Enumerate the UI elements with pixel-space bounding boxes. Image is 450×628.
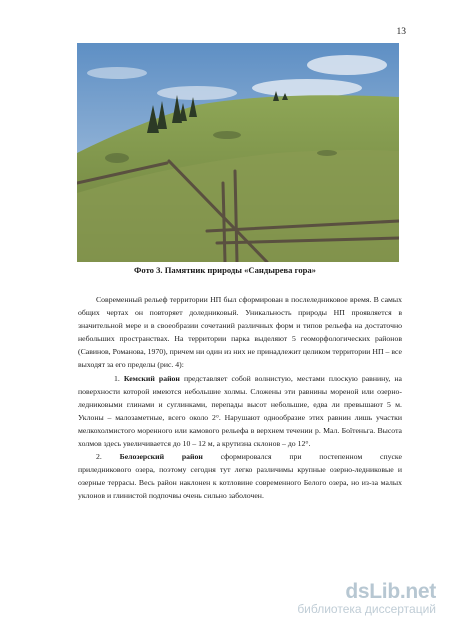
list-item-number: 1.	[114, 373, 120, 383]
word: постепенном	[319, 452, 363, 462]
list-item-first-line	[78, 450, 402, 463]
word: сформировался	[220, 452, 272, 462]
cloud	[87, 67, 147, 79]
watermark-logo: dsLib.net	[345, 580, 436, 603]
list-item-title-cont: район	[181, 452, 203, 462]
watermark	[297, 580, 436, 616]
list-item-text: приледникового озера, поэтому сегодня тут легко различимы крупные озерно-ледниковые и озерные террасы. Весь район наклонен к котловине современного Белого озера, но из-за малых уклонов и глинистой подпочвы очень сильно заболочен.	[78, 465, 402, 501]
watermark-tagline: библиотека диссертаций	[297, 602, 436, 616]
cloud	[307, 55, 387, 75]
cloud	[157, 86, 237, 100]
cloud	[252, 79, 362, 97]
intro-paragraph: Современный рельеф территории НП был сформирован в послеледниковое время. В самых общих чертах он повторяет доледниковый. Уникальность природы НП проявляется в значительной мере и в своеобразии сочетаний различных форм и типов рельефа на достаточно небольших пространствах. На территории парка выделяют 5 геоморфологических районов (Савинов, Романова, 1970), причем ни один из них не принадлежит целиком территории НП – все выходят за его пределы (рис. 4):	[78, 295, 402, 370]
list-item-belozersky	[78, 450, 402, 502]
landscape-photo	[77, 43, 399, 262]
photo-caption: Фото 3. Памятник природы «Сандырева гора»	[134, 265, 316, 275]
landscape-photo-drawing	[77, 43, 399, 262]
body-text	[78, 293, 402, 503]
list-item-title: Белозерский	[119, 452, 165, 462]
word: при	[289, 452, 302, 462]
list-item-kemsky	[78, 372, 402, 451]
list-item-text: представляет собой волнистую, местами плоскую равнину, на поверхности которой имеются небольшие холмы. Сложены эти равнины мореной или озерно-ледниковыми глинами и суглинками, перепады высот небольшие, едва ли превышают 5 м. Уклоны – малозаметные, всего около 2°. Нарушают однообразие этих равнин лишь участки мелкохолмистого моренного или камового рельефа в верхнем течении р. Мал. Боїтеньга. Высота холмов здесь увеличивается до 10 – 12 м, а крутизна склонов – до 12°.	[78, 373, 402, 449]
list-item-number: 2.	[96, 452, 102, 462]
page-number: 13	[396, 27, 406, 37]
list-item-title: Кемский район	[123, 373, 180, 383]
word: спуске	[380, 452, 402, 462]
